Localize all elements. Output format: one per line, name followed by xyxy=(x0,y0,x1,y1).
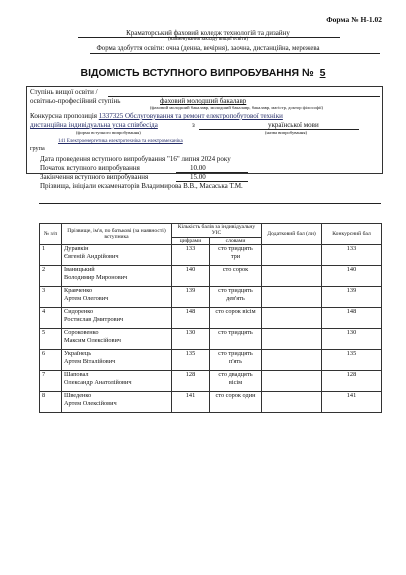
words-line-2: дев'ять xyxy=(226,294,245,302)
form-number: Форма № Н-1.02 xyxy=(326,15,382,24)
table-header-row xyxy=(40,224,382,238)
edu-prof-hint: (фаховий молодший бакалавр, молодший бакалавр, бакалавр, магістр, доктор філософії) xyxy=(150,105,324,110)
cell-num: 3 xyxy=(40,287,62,308)
edu-prof-value: фаховий молодший бакалавр xyxy=(160,97,247,105)
cell-name xyxy=(62,266,172,287)
cell-name xyxy=(62,371,172,392)
cell-competitive: 135 xyxy=(322,350,382,371)
cell-extra xyxy=(262,266,322,287)
cell-words xyxy=(210,350,262,371)
cell-digits: 128 xyxy=(172,371,210,392)
cell-num: 4 xyxy=(40,308,62,329)
cell-digits: 133 xyxy=(172,245,210,266)
cell-extra xyxy=(262,287,322,308)
cell-digits: 140 xyxy=(172,266,210,287)
cell-competitive: 133 xyxy=(322,245,382,266)
cell-num: 7 xyxy=(40,371,62,392)
name-surname: Українець xyxy=(64,350,92,358)
cell-name xyxy=(62,350,172,371)
grades-table xyxy=(39,223,382,413)
name-given: Олександр Анатолійович xyxy=(64,378,132,386)
cell-words xyxy=(210,329,262,350)
examiners-line xyxy=(40,182,243,190)
degree-label: Ступінь вищої освіти / xyxy=(30,88,98,96)
cell-extra xyxy=(262,350,322,371)
study-forms-label: Форма здобуття освіти: очна (денна, вечірня), заочна, дистанційна, мережева xyxy=(96,45,320,52)
end-value: 15.00 xyxy=(190,173,206,181)
cell-words xyxy=(210,266,262,287)
words-line-1: сто сорок xyxy=(222,266,249,274)
header-name: Прізвище, ім'я, по батькові (за наявності) вступника xyxy=(62,224,172,245)
name-surname: Кравченко xyxy=(64,287,93,295)
cell-name xyxy=(62,308,172,329)
cell-num: 5 xyxy=(40,329,62,350)
name-surname: Шаповал xyxy=(64,371,89,379)
offer-label-text: Конкурсна пропозиція xyxy=(30,112,97,120)
start-underline xyxy=(176,172,248,173)
words-line-1: сто тридцять xyxy=(218,287,253,295)
table-row xyxy=(40,266,382,287)
cell-extra xyxy=(262,392,322,413)
cell-name xyxy=(62,287,172,308)
examiners-value: Владимирова В.В., Масаська Т.М. xyxy=(141,182,243,190)
words-line-1: сто тридцять xyxy=(218,329,253,337)
cell-digits: 135 xyxy=(172,350,210,371)
words-line-2: три xyxy=(230,252,241,260)
cell-digits: 130 xyxy=(172,329,210,350)
cell-extra xyxy=(262,308,322,329)
name-surname: Іваницький xyxy=(64,266,95,274)
name-surname: Сидоренко xyxy=(64,308,94,316)
table-row xyxy=(40,371,382,392)
cell-num: 2 xyxy=(40,266,62,287)
cell-digits: 148 xyxy=(172,308,210,329)
table-row xyxy=(40,350,382,371)
cell-competitive: 128 xyxy=(322,371,382,392)
cell-digits: 139 xyxy=(172,287,210,308)
words-line-1: сто тридцять xyxy=(218,245,253,253)
cell-name xyxy=(62,245,172,266)
document-title xyxy=(0,67,406,79)
language-value: української мови xyxy=(268,121,319,129)
cell-extra xyxy=(262,329,322,350)
name-given: Ростислав Дмитрович xyxy=(64,315,124,323)
cell-competitive: 139 xyxy=(322,287,382,308)
language-hint: (назва випробування) xyxy=(265,130,307,135)
cell-words xyxy=(210,245,262,266)
table-row xyxy=(40,392,382,413)
cell-competitive: 130 xyxy=(322,329,382,350)
offer-value-1: 1337325 Обслуговування та ремонт електропобутової техніки xyxy=(98,112,283,120)
words-line-1: сто сорок вісім xyxy=(215,308,256,316)
table-row xyxy=(40,287,382,308)
institution-name: Краматорський фаховий коледж технологій та дизайну xyxy=(126,29,290,37)
cell-name xyxy=(62,392,172,413)
cell-num: 8 xyxy=(40,392,62,413)
header-num: № з/п xyxy=(40,224,62,245)
study-forms-underline xyxy=(90,53,380,54)
cell-digits: 141 xyxy=(172,392,210,413)
edu-prof-label: освітньо-професійний ступінь xyxy=(30,97,121,105)
header-words: словами xyxy=(210,237,262,244)
cell-num: 6 xyxy=(40,350,62,371)
institution-hint: (найменування закладу вищої освіти) xyxy=(168,37,248,42)
header-score-group: Кількість балів за індивідуальну УІС xyxy=(172,224,262,238)
cell-words xyxy=(210,392,262,413)
cell-name xyxy=(62,329,172,350)
words-line-2: п'ять xyxy=(228,357,243,365)
offer-from: з xyxy=(192,121,195,129)
cell-extra xyxy=(262,371,322,392)
cell-competitive: 148 xyxy=(322,308,382,329)
document-number: 5 xyxy=(319,67,326,79)
end-label: Закінчення вступного випробування xyxy=(40,173,149,181)
table-row xyxy=(40,308,382,329)
cell-competitive: 141 xyxy=(322,392,382,413)
name-given: Євгеній Андрійович xyxy=(64,252,119,260)
name-surname: Шведенко xyxy=(64,392,92,400)
offer-value-2: дистанційна індивідуальна усна співбесіда xyxy=(30,121,158,129)
header-extra: Додатковий бал (ли) xyxy=(262,224,322,245)
table-row xyxy=(40,329,382,350)
cell-words xyxy=(210,287,262,308)
section-divider xyxy=(39,203,381,204)
name-given: Артем Олексійович xyxy=(64,399,117,407)
cell-competitive: 140 xyxy=(322,266,382,287)
name-given: Максим Олексійович xyxy=(64,336,121,344)
header-competitive: Конкурсний бал xyxy=(322,224,382,245)
name-given: Володимир Миронович xyxy=(64,273,128,281)
name-surname: Дуравкін xyxy=(64,245,89,253)
table-row xyxy=(40,245,382,266)
title-text: ВІДОМІСТЬ ВСТУПНОГО ВИПРОБУВАННЯ № xyxy=(80,67,314,79)
start-label: Початок вступного випробування xyxy=(40,164,140,172)
exam-date: Дата проведення вступного випробування "16" липня 2024 року xyxy=(40,155,231,163)
name-surname: Сороковенко xyxy=(64,329,99,337)
words-line-1: сто сорок один xyxy=(215,392,256,400)
group-value: 141 Електроенергетика електротехніка та електромеханіка xyxy=(58,139,183,144)
name-given: Артем Віталійович xyxy=(64,357,116,365)
group-label: група xyxy=(30,145,45,152)
cell-extra xyxy=(262,245,322,266)
name-given: Артем Олегович xyxy=(64,294,109,302)
cell-words xyxy=(210,371,262,392)
words-line-2: вісім xyxy=(228,378,243,386)
offer-label xyxy=(30,112,283,120)
cell-num: 1 xyxy=(40,245,62,266)
cell-words xyxy=(210,308,262,329)
header-digits: цифрами xyxy=(172,237,210,244)
form-hint: (форма вступного випробування) xyxy=(76,130,141,135)
words-line-1: сто тридцять xyxy=(218,350,253,358)
start-value: 10.00 xyxy=(190,164,206,172)
examiners-label: Прізвища, ініціали екзаменаторів xyxy=(40,182,140,190)
words-line-1: сто двадцять xyxy=(218,371,253,379)
